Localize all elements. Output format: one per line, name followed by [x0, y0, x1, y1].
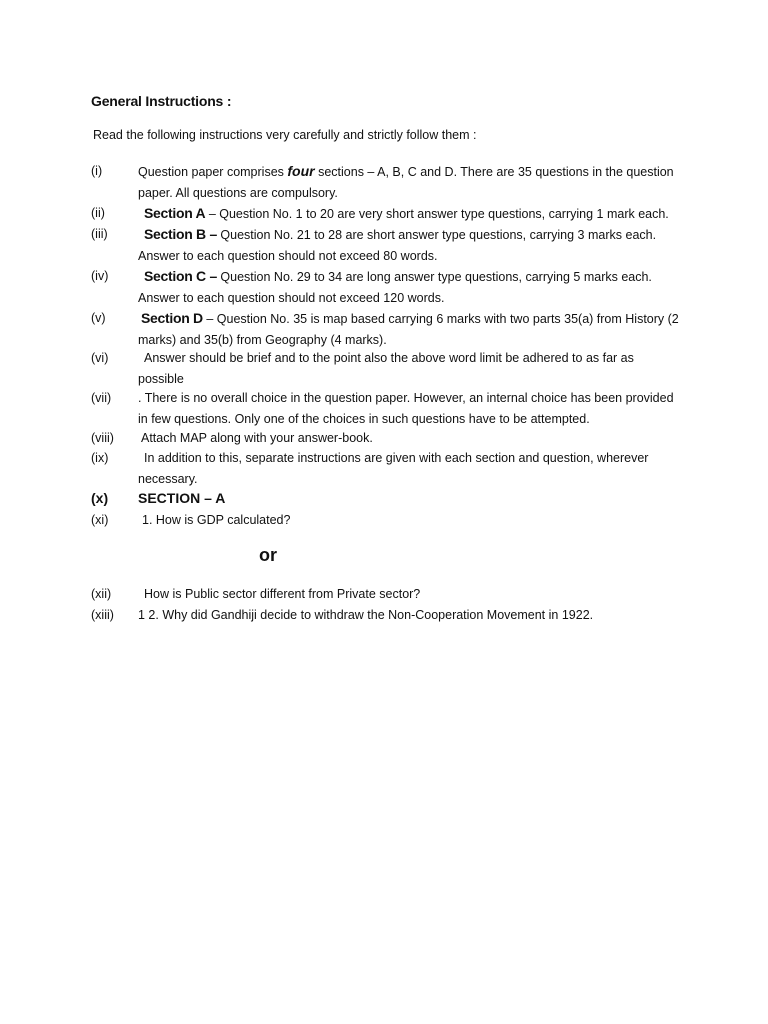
item-text-rest: – Question No. 1 to 20 are very short answer type questions, carrying 1 mark each.: [205, 207, 669, 221]
emphasis-four: four: [287, 163, 315, 179]
question-text: How is Public sector different from Private sector?: [144, 587, 421, 601]
item-text: In addition to this, separate instructions are given with each section and question, wherever necessary.: [138, 451, 649, 486]
item-number: (x): [91, 490, 109, 506]
or-separator: or: [259, 545, 277, 565]
item-text: [138, 224, 683, 266]
item-number: (v): [91, 311, 106, 325]
item-number: (iii): [91, 227, 108, 241]
intro-text: Read the following instructions very carefully and strictly follow them :: [93, 128, 477, 142]
item-text: [138, 266, 683, 308]
item-text: [138, 308, 683, 350]
section-d-label: Section D: [141, 310, 203, 326]
item-text: [138, 161, 683, 203]
item-number: (i): [91, 164, 103, 178]
item-text-rest: – Question No. 35 is map based carrying 6 marks with two parts 35(a) from History (2 marks) and 35(b) from Geography (4 marks).: [138, 312, 679, 347]
instructions-heading: General Instructions :: [91, 93, 232, 109]
item-text: Answer should be brief and to the point also the above word limit be adhered to as far as possible: [138, 351, 634, 386]
item-number: (xii): [91, 587, 112, 601]
question-text: 1. How is GDP calculated?: [142, 513, 291, 527]
item-text-pre: Question paper comprises: [138, 165, 288, 179]
item-text: Attach MAP along with your answer-book.: [141, 431, 373, 445]
item-number: (ix): [91, 451, 109, 465]
item-number: (xi): [91, 513, 109, 527]
item-number: (ii): [91, 206, 105, 220]
item-number: (vii): [91, 391, 112, 405]
section-b-label: Section B –: [144, 226, 217, 242]
item-text: [144, 203, 689, 225]
item-text-rest: Question No. 21 to 28 are short answer type questions, carrying 3 marks each. Answer to each question should not exceed 80 words.: [138, 228, 657, 263]
item-text: . There is no overall choice in the question paper. However, an internal choice has been provided in few questions. Only one of the choices in such questions have to be attempted.: [138, 391, 674, 426]
section-c-label: Section C –: [144, 268, 217, 284]
item-number: (iv): [91, 269, 109, 283]
question-text: 1 2. Why did Gandhiji decide to withdraw the Non-Cooperation Movement in 1922.: [138, 608, 594, 622]
item-number: (vi): [91, 351, 109, 365]
item-number: (viii): [91, 431, 114, 445]
item-text-rest: sections – A, B, C and D. There are 35 questions in the question paper. All questions are compulsory.: [138, 165, 674, 200]
item-text-rest: Question No. 29 to 34 are long answer type questions, carrying 5 marks each. Answer to each question should not exceed 120 words.: [138, 270, 652, 305]
section-a-heading: SECTION – A: [138, 490, 226, 506]
item-number: (xiii): [91, 608, 114, 622]
section-a-label: Section A: [144, 205, 206, 221]
